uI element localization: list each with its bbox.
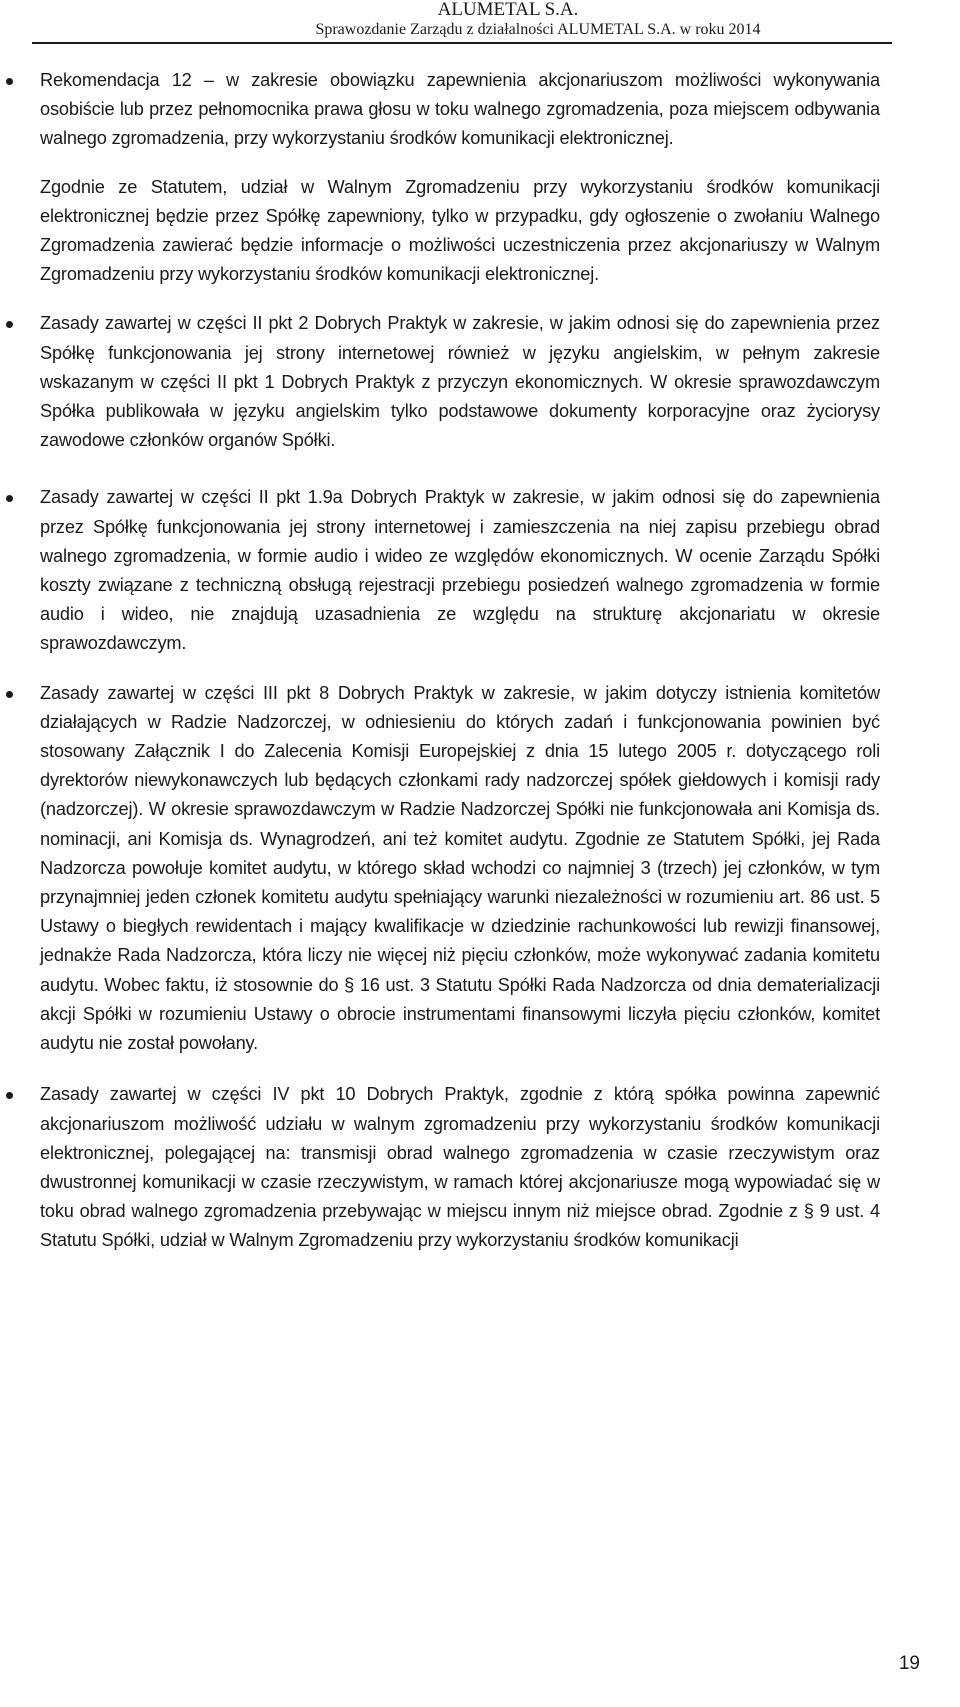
header-rule [32, 42, 892, 44]
bullet-icon [6, 495, 13, 502]
paragraph-text: Zgodnie ze Statutem, udział w Walnym Zgromadzeniu przy wykorzystaniu środków komunikacji elektronicznej będzie przez Spółkę zapewniony, tylko w przypadku, gdy ogłoszenie o zwołaniu Walnego Zgromadzenia zawierać będzie informacje o możliwości uczestniczenia przez akcjonariuszy w Walnym Zgromadzeniu przy wykorzystaniu środków komunikacji elektronicznej. [40, 176, 880, 285]
paragraph-rekomendacja-12 [40, 66, 880, 154]
bullet-icon [6, 691, 13, 698]
paragraph-text: Zasady zawartej w części II pkt 2 Dobrych Praktyk w zakresie, w jakim odnosi się do zapewnienia przez Spółkę funkcjonowania jej strony internetowej również w języku angielskim, w pełnym zakresie wskazanym w części II pkt 1 Dobrych Praktyk z przyczyn ekonomicznych. W okresie sprawozdawczym Spółka publikowała w języku angielskim tylko podstawowe dokumenty korporacyjne oraz życiorysy zawodowe członków organów Spółki. [40, 313, 880, 451]
paragraph-part-iv-pkt-10 [40, 1080, 880, 1255]
report-subtitle: Sprawozdanie Zarządu z działalności ALUMETAL S.A. w roku 2014 [315, 21, 761, 38]
page-header [0, 0, 960, 40]
paragraph-text: Zasady zawartej w części II pkt 1.9a Dobrych Praktyk w zakresie, w jakim odnosi się do zapewnienia przez Spółkę funkcjonowania jej strony internetowej i zamieszczenia na niej zapisu przebiegu obrad walnego zgromadzenia, w formie audio i wideo ze względów ekonomicznych. W ocenie Zarządu Spółki koszty związane z techniczną obsługą rejestracji przebiegu posiedzeń walnego zgromadzenia w formie audio i wideo, nie znajdują uzasadnienia ze względu na strukturę akcjonariatu w okresie sprawozdawczym. [40, 487, 880, 654]
paragraph-part-ii-pkt-1-9a [40, 483, 880, 658]
paragraph-part-iii-pkt-8 [40, 679, 880, 1059]
bullet-icon [6, 321, 13, 328]
paragraph-text: Zasady zawartej w części IV pkt 10 Dobrych Praktyk, zgodnie z którą spółka powinna zapewnić akcjonariuszom możliwość udziału w walnym zgromadzeniu przy wykorzystaniu środków komunikacji elektronicznej, polegającej na: transmisji obrad walnego zgromadzenia w czasie rzeczywistym oraz dwustronnej komunikacji w czasie rzeczywistym, w ramach której akcjonariusze mogą wypowiadać się w toku obrad walnego zgromadzenia przebywając w miejscu innym niż miejsce obrad. Zgodnie z § 9 ust. 4 Statutu Spółki, udział w Walnym Zgromadzeniu przy wykorzystaniu środków komunikacji [40, 1084, 880, 1251]
paragraph-part-ii-pkt-2 [40, 309, 880, 455]
bullet-icon [6, 78, 13, 85]
company-name: ALUMETAL S.A. [437, 0, 579, 20]
document-body [0, 66, 960, 1256]
paragraph-text: Zasady zawartej w części III pkt 8 Dobrych Praktyk w zakresie, w jakim dotyczy istnienia komitetów działających w Radzie Nadzorczej, w odniesieniu do których zadań i funkcjonowania powinien być stosowany Załącznik I do Zalecenia Komisji Europejskiej z dnia 15 lutego 2005 r. dotyczącego roli dyrektorów niewykonawczych lub będących członkami rady nadzorczej spółek giełdowych i komisji rady (nadzorczej). W okresie sprawozdawczym w Radzie Nadzorczej Spółki nie funkcjonowała ani Komisja ds. nominacji, ani Komisja ds. Wynagrodzeń, ani też komitet audytu. Zgodnie ze Statutem Spółki, jej Rada Nadzorcza powołuje komitet audytu, w którego skład wchodzi co najmniej 3 (trzech) jej członków, w tym przynajmniej jeden członek komitetu audytu spełniający warunki niezależności w rozumieniu art. 86 ust. 5 Ustawy o biegłych rewidentach i mający kwalifikacje w dziedzinie rachunkowości lub rewizji finansowej, jednakże Rada Nadzorcza, która liczy nie więcej niż pięciu członków, może wykonywać zadania komitetu audytu. Wobec faktu, iż stosownie do § 16 ust. 3 Statutu Spółki Rada Nadzorcza od dnia dematerializacji akcji Spółki w rozumieniu Ustawy o obrocie instrumentami finansowymi liczyła pięciu członków, komitet audytu nie został powołany. [40, 682, 880, 1054]
bullet-icon [6, 1092, 13, 1099]
paragraph-statute-note [40, 173, 880, 290]
page-number: 19 [898, 1653, 920, 1674]
paragraph-text: Rekomendacja 12 – w zakresie obowiązku zapewnienia akcjonariuszom możliwości wykonywania osobiście lub przez pełnomocnika prawa głosu w toku walnego zgromadzenia, poza miejscem odbywania walnego zgromadzenia, przy wykorzystaniu środków komunikacji elektronicznej. [40, 70, 880, 149]
